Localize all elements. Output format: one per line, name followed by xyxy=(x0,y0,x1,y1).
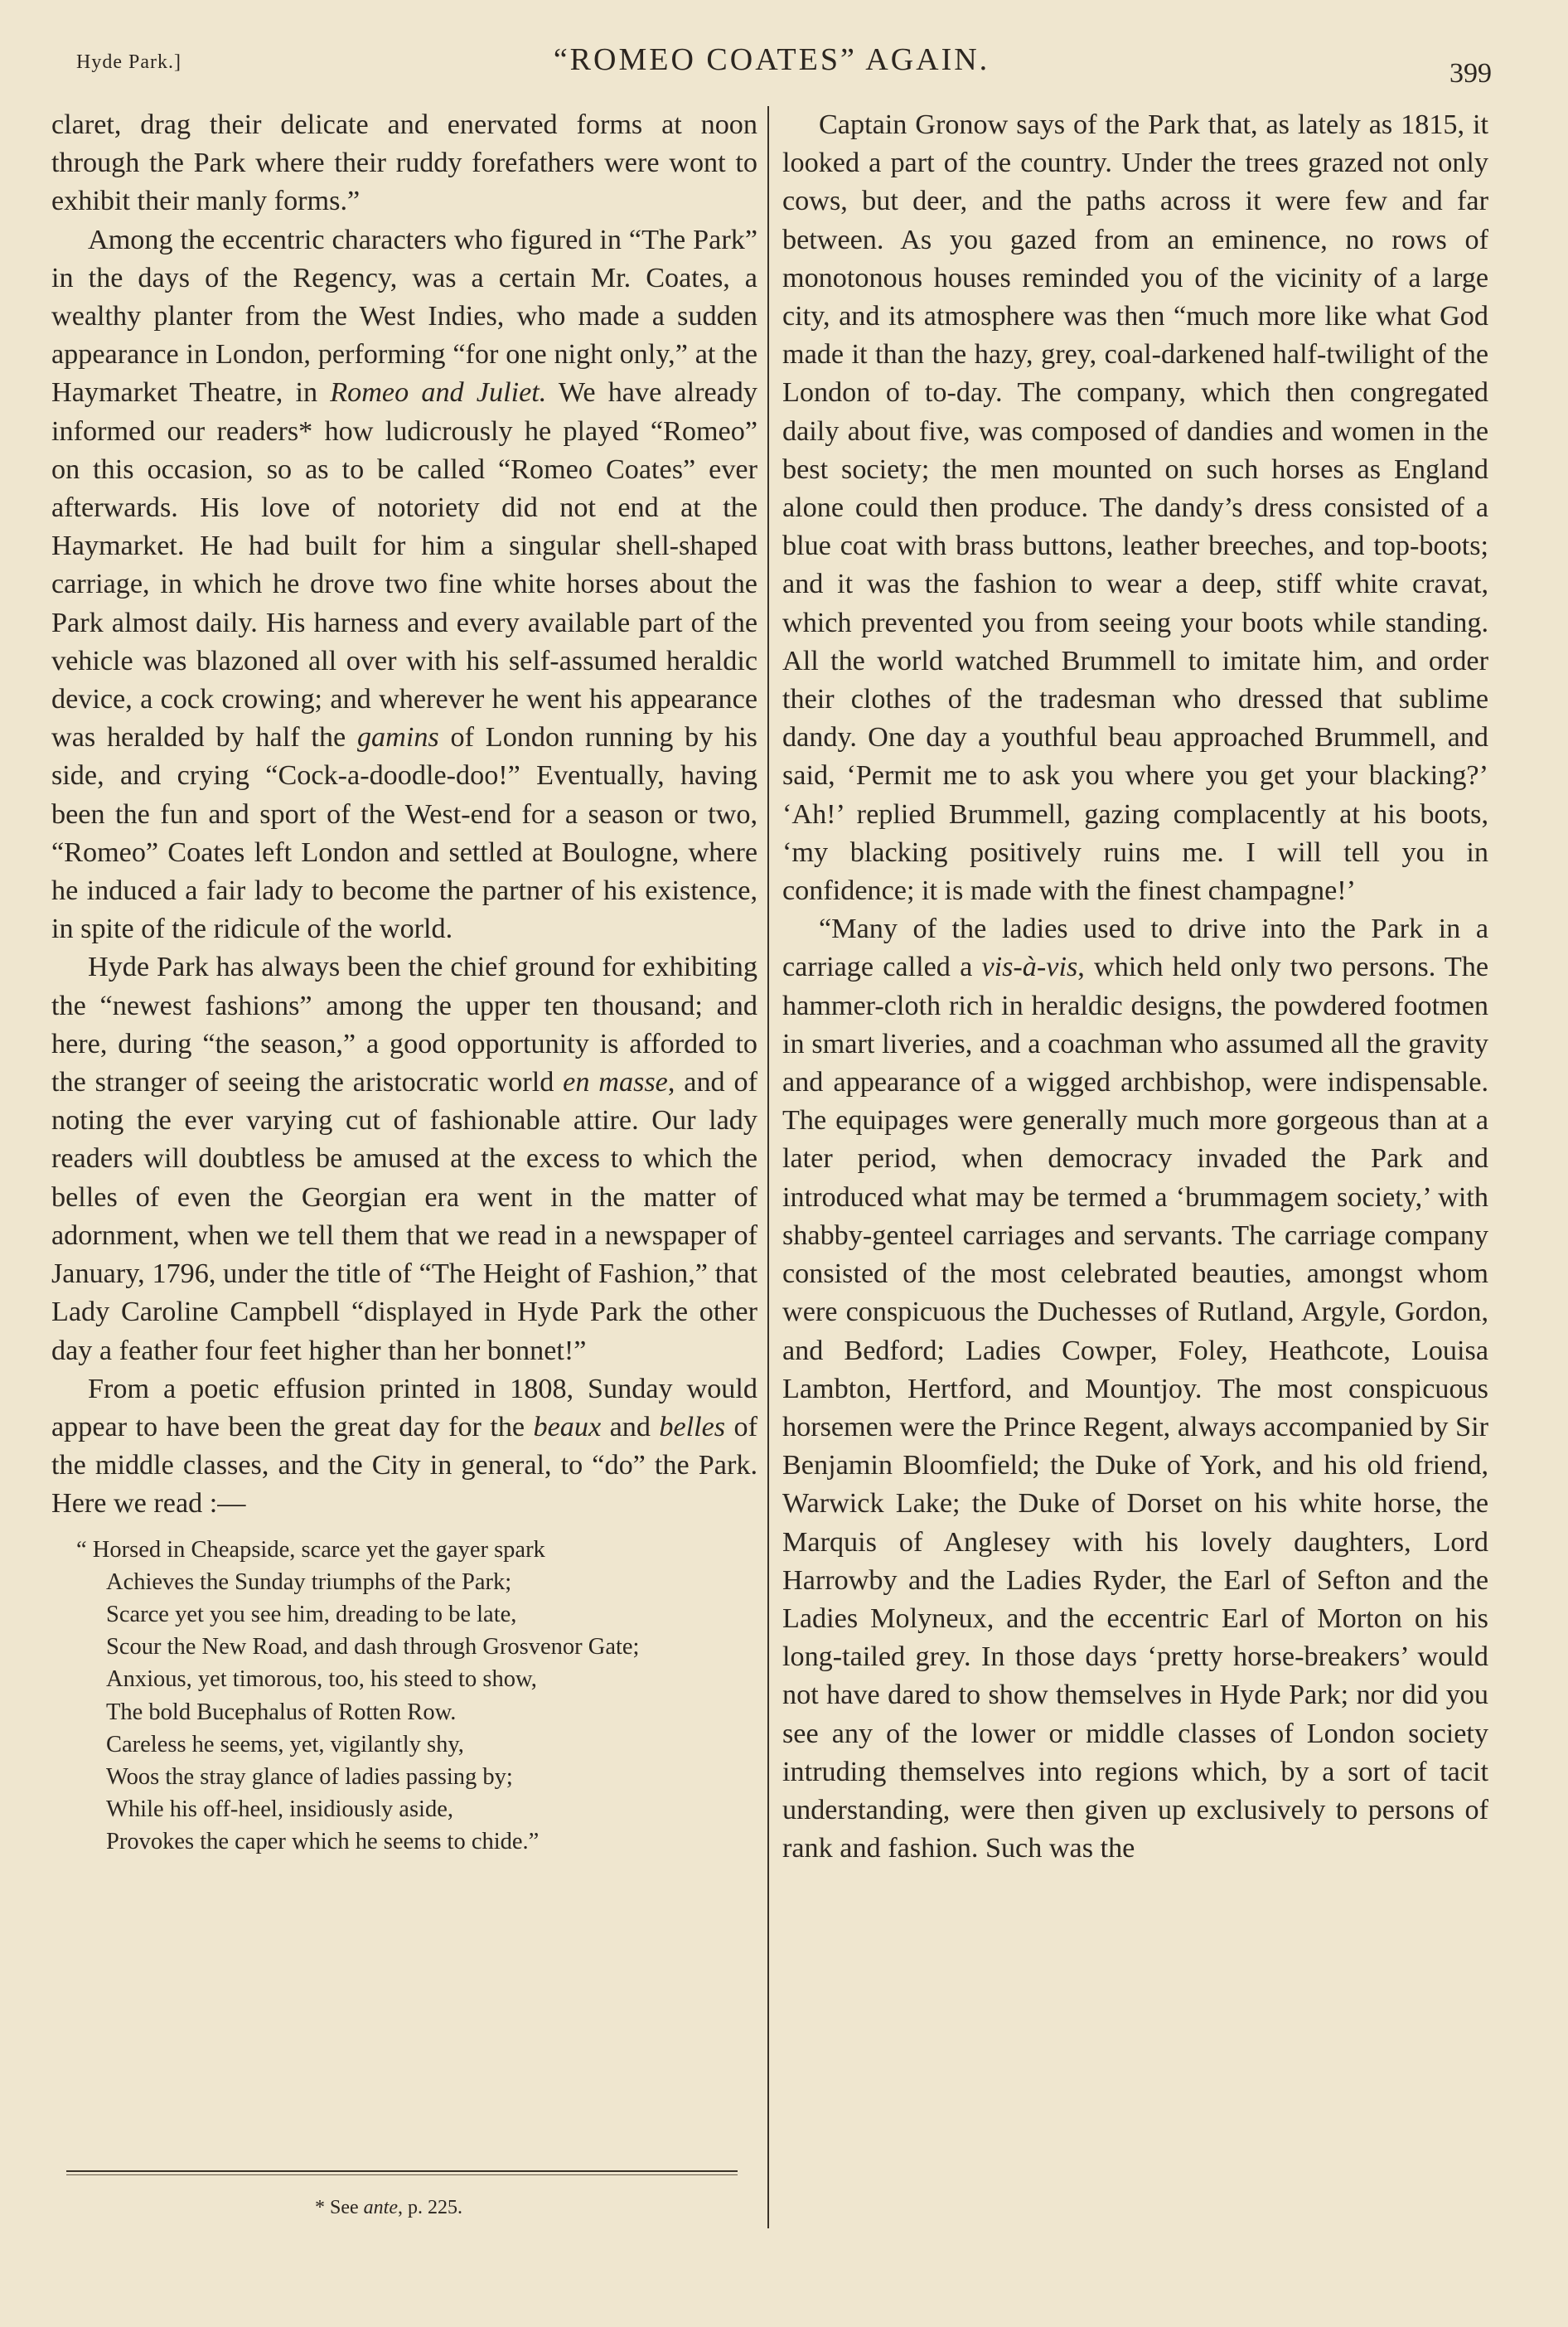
paragraph xyxy=(51,1370,757,1524)
paragraph xyxy=(51,221,757,949)
italic-word: beaux xyxy=(533,1411,602,1442)
poem-line: While his off-heel, insidiously aside, xyxy=(106,1796,453,1823)
paragraph xyxy=(782,910,1488,1868)
poem-line: Scour the New Road, and dash through Grosvenor Gate; xyxy=(106,1634,640,1660)
text-run: From a poetic effusion printed in 1808, Sunday would appear to have been the great day for the xyxy=(51,1373,757,1442)
poem-line: “ Horsed in Cheapside, scarce yet the gayer spark xyxy=(76,1536,545,1563)
right-column xyxy=(782,106,1488,1868)
footnote xyxy=(315,2197,462,2219)
text-run: We have already informed our readers* how ludicrously he played “Romeo” on this occasion, so as to be called “Romeo Coates” ever afterwards. His love of notoriety did not end at the Haymarket. He had built for him a singular shell-shaped carriage, in which he drove two fine white horses about the Park almost daily. His harness and every available part of the vehicle was blazoned all over with his self-assumed heraldic device, a cock crowing; and wherever he went his appearance was heralded by half the xyxy=(51,377,757,754)
footnote-text: * See xyxy=(315,2197,364,2218)
footnote-text: , p. 225. xyxy=(397,2197,462,2218)
left-column xyxy=(51,106,757,1859)
poem-line: Careless he seems, yet, vigilantly shy, xyxy=(106,1731,464,1757)
footnote-rule xyxy=(66,2174,738,2175)
poem-line: The bold Bucephalus of Rotten Row. xyxy=(106,1699,457,1725)
text-run: “Many of the ladies used to drive into the Park in a carriage called a xyxy=(782,914,1488,983)
text-run: and xyxy=(601,1411,660,1442)
text-run: Hyde Park has always been the chief ground for exhibiting the “newest fashions” among the upper ten thousand; and here, during “the season,” a good opportunity is afforded to the stranger of seeing the aristocratic world xyxy=(51,952,757,1098)
page-title: “ROMEO COATES” AGAIN. xyxy=(553,42,990,77)
poem-line: Achieves the Sunday triumphs of the Park; xyxy=(106,1568,512,1595)
column-divider xyxy=(767,106,769,2228)
italic-word: en masse xyxy=(563,1067,668,1098)
paragraph xyxy=(782,106,1488,910)
text-run: of the middle classes, and the City in general, to “do” the Park. Here we read :— xyxy=(51,1411,757,1520)
poem xyxy=(51,1534,757,1859)
poem-line: Scarce yet you see him, dreading to be late, xyxy=(106,1601,517,1627)
page-number: 399 xyxy=(1449,58,1492,89)
text-run: , and of noting the ever varying cut of fashionable attire. Our lady readers will doubtless be amused at the excess to which the belles of even the Georgian era went in the matter of adornment, when we tell them that we read in a newspaper of January, 1796, under the title of “The Height of Fashion,” that Lady Caroline Campbell “displayed in Hyde Park the other day a feather four feet higher than her bonnet!” xyxy=(51,1067,757,1366)
poem-line: Woos the stray glance of ladies passing by; xyxy=(106,1763,513,1790)
text-run: Among the eccentric characters who figured in “The Park” in the days of the Regency, was a certain Mr. Coates, a wealthy planter from the West Indies, who made a sudden appearance in London, performing “for one night only,” at the Haymarket Theatre, in xyxy=(51,224,757,409)
running-head xyxy=(51,40,1492,90)
footnote-rule xyxy=(66,2170,738,2172)
italic-word: vis-à-vis xyxy=(981,952,1078,983)
paragraph xyxy=(51,948,757,1370)
text-run: of London running by his side, and crying “Cock-a-doodle-doo!” Eventually, having been the fun and sport of the West-end for a season or two, “Romeo” Coates left London and settled at Boulogne, where he induced a fair lady to become the partner of his existence, in spite of the ridicule of the world. xyxy=(51,722,757,945)
italic-word: belles xyxy=(659,1411,726,1442)
text-run: Captain Gronow says of the Park that, as lately as 1815, it looked a part of the country. Under the trees grazed not only cows, but deer, and the paths across it were few and far between. As you gazed from an eminence, no rows of monotonous houses reminded you of the vicinity of a large city, and its atmosphere was then “much more like what God made it than the hazy, grey, coal-darkened half-twilight of the London of to-day. The company, which then congregated daily about five, was composed of dandies and women in the best society; the men mounted on such horses as England alone could then produce. The dandy’s dress consisted of a blue coat with brass buttons, leather breeches, and top-boots; and it was the fashion to wear a deep, stiff white cravat, which prevented you from seeing your boots while standing. All the world watched Brummell to imitate him, and order their clothes of the tradesman who dressed that sublime dandy. One day a youthful beau approached Brummell, and said, ‘Permit me to ask you where you get your blacking?’ ‘Ah!’ replied Brummell, gazing complacently at his boots, ‘my blacking positively ruins me. I will tell you in confidence; it is made with the finest champagne!’ xyxy=(782,109,1488,907)
text-run: , which held only two persons. The hammer-cloth rich in heraldic designs, the powdered footmen in smart liveries, and a coachman who assumed all the gravity and appearance of a wigged archbishop, were indispensable. The equipages were generally much more gorgeous than at a later period, when democracy invaded the Park and introduced what may be termed a ‘brummagem society,’ with shabby-genteel carriages and servants. The carriage company consisted of the most celebrated beauties, amongst whom were conspicuous the Duchesses of Rutland, Argyle, Gordon, and Bedford; Ladies Cowper, Foley, Heathcote, Louisa Lambton, Hertford, and Mountjoy. The most conspicuous horsemen were the Prince Regent, always accompanied by Sir Benjamin Bloomfield; the Duke of York, and his old friend, Warwick Lake; the Duke of Dorset on his white horse, the Marquis of Anglesey with his lovely daughters, Lord Harrowby and the Ladies Ryder, the Earl of Sefton and the Ladies Molyneux, and the eccentric Earl of Morton on his long-tailed grey. In those days ‘pretty horse-breakers’ would not have dared to show themselves in Hyde Park; nor did you see any of the lower or middle classes of London society intruding themselves into regions which, by a sort of tacit understanding, were then given up exclusively to persons of rank and fashion. Such was the xyxy=(782,952,1488,1864)
italic-word: gamins xyxy=(356,722,439,754)
italic-title: Romeo and Juliet. xyxy=(330,377,547,409)
footnote-italic: ante xyxy=(363,2197,398,2218)
text-run: claret, drag their delicate and enervated forms at noon through the Park where their ruddy forefathers were wont to exhibit their manly forms.” xyxy=(51,109,757,217)
poem-line: Provokes the caper which he seems to chide.” xyxy=(106,1829,540,1855)
paragraph xyxy=(51,106,757,221)
section-label: Hyde Park.] xyxy=(76,51,181,73)
poem-line: Anxious, yet timorous, too, his steed to show, xyxy=(106,1666,537,1693)
